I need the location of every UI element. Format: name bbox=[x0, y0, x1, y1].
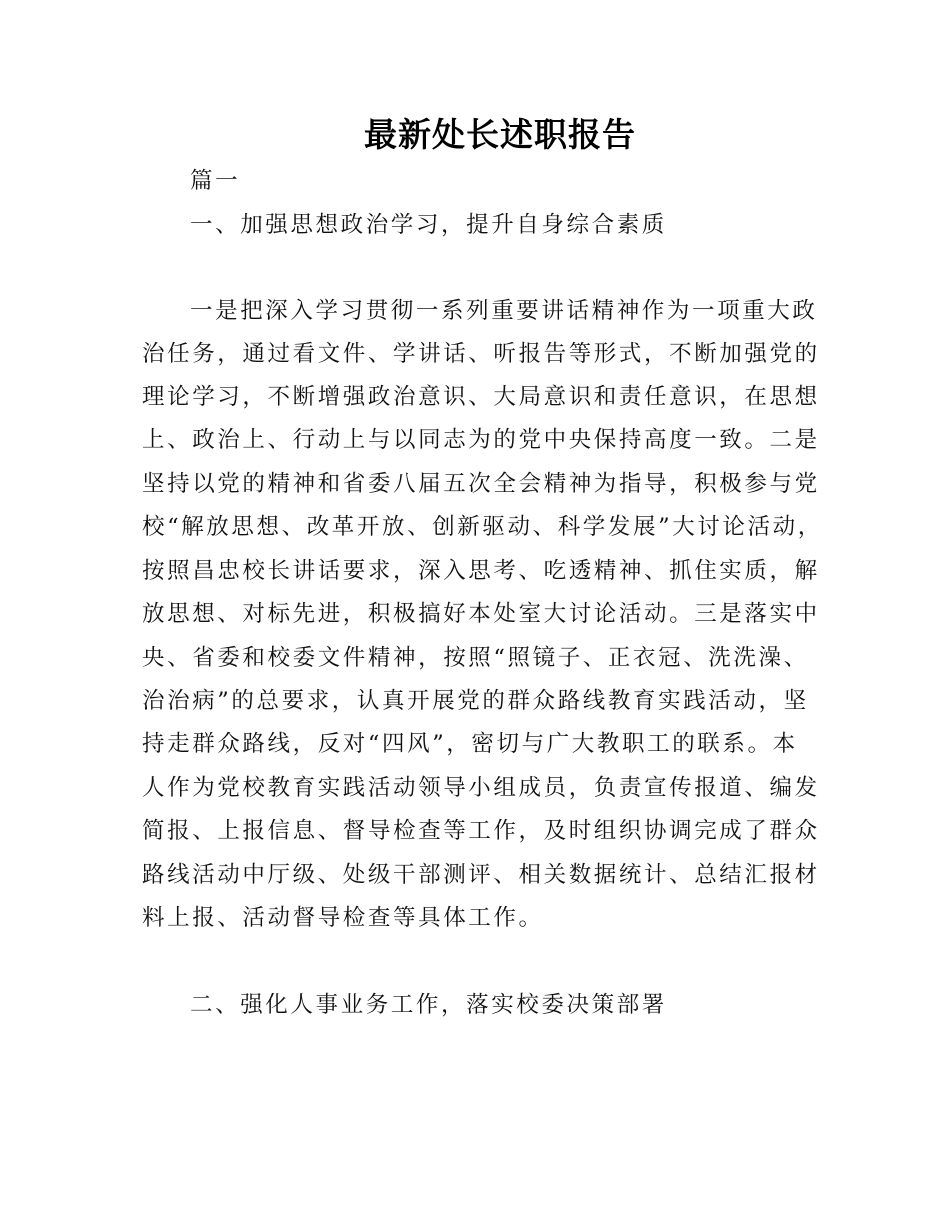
paragraph-line: 治任务，通过看文件、学讲话、听报告等形式，不断加强党的 bbox=[142, 341, 820, 367]
paragraph-line: 校“解放思想、改革开放、创新驱动、科学发展”大讨论活动， bbox=[142, 514, 823, 540]
paragraph-line: 坚持以党的精神和省委八届五次全会精神为指导，积极参与党 bbox=[142, 471, 820, 497]
heading-2: 二、强化人事业务工作，落实校委决策部署 bbox=[190, 992, 667, 1018]
document-title: 最新处长述职报告 bbox=[364, 115, 636, 154]
paragraph-line: 理论学习，不断增强政治意识、大局意识和责任意识，在思想 bbox=[142, 384, 820, 410]
paragraph-line: 路线活动中厅级、处级干部测评、相关数据统计、总结汇报材 bbox=[142, 862, 820, 888]
paragraph-line: 按照昌忠校长讲话要求，深入思考、吃透精神、抓住实质，解 bbox=[142, 558, 820, 584]
paragraph-line: 治治病”的总要求，认真开展党的群众路线教育实践活动，坚 bbox=[142, 688, 809, 714]
paragraph-line: 放思想、对标先进，积极搞好本处室大讨论活动。三是落实中 bbox=[142, 601, 820, 627]
paragraph-line: 人作为党校教育实践活动领导小组成员，负责宣传报道、编发 bbox=[142, 775, 820, 801]
paragraph-line: 持走群众路线，反对“四风”，密切与广大教职工的联系。本 bbox=[142, 731, 798, 757]
heading-1: 一、加强思想政治学习，提升自身综合素质 bbox=[190, 212, 667, 238]
section-label: 篇一 bbox=[190, 168, 241, 194]
paragraph-line: 料上报、活动督导检查等具体工作。 bbox=[142, 905, 544, 931]
paragraph-line: 简报、上报信息、督导检查等工作，及时组织协调完成了群众 bbox=[142, 818, 820, 844]
paragraph-line: 上、政治上、行动上与以同志为的党中央保持高度一致。二是 bbox=[142, 427, 820, 453]
paragraph-line: 央、省委和校委文件精神，按照“照镜子、正衣冠、洗洗澡、 bbox=[142, 645, 809, 671]
paragraph-line: 一是把深入学习贯彻一系列重要讲话精神作为一项重大政 bbox=[190, 298, 818, 324]
